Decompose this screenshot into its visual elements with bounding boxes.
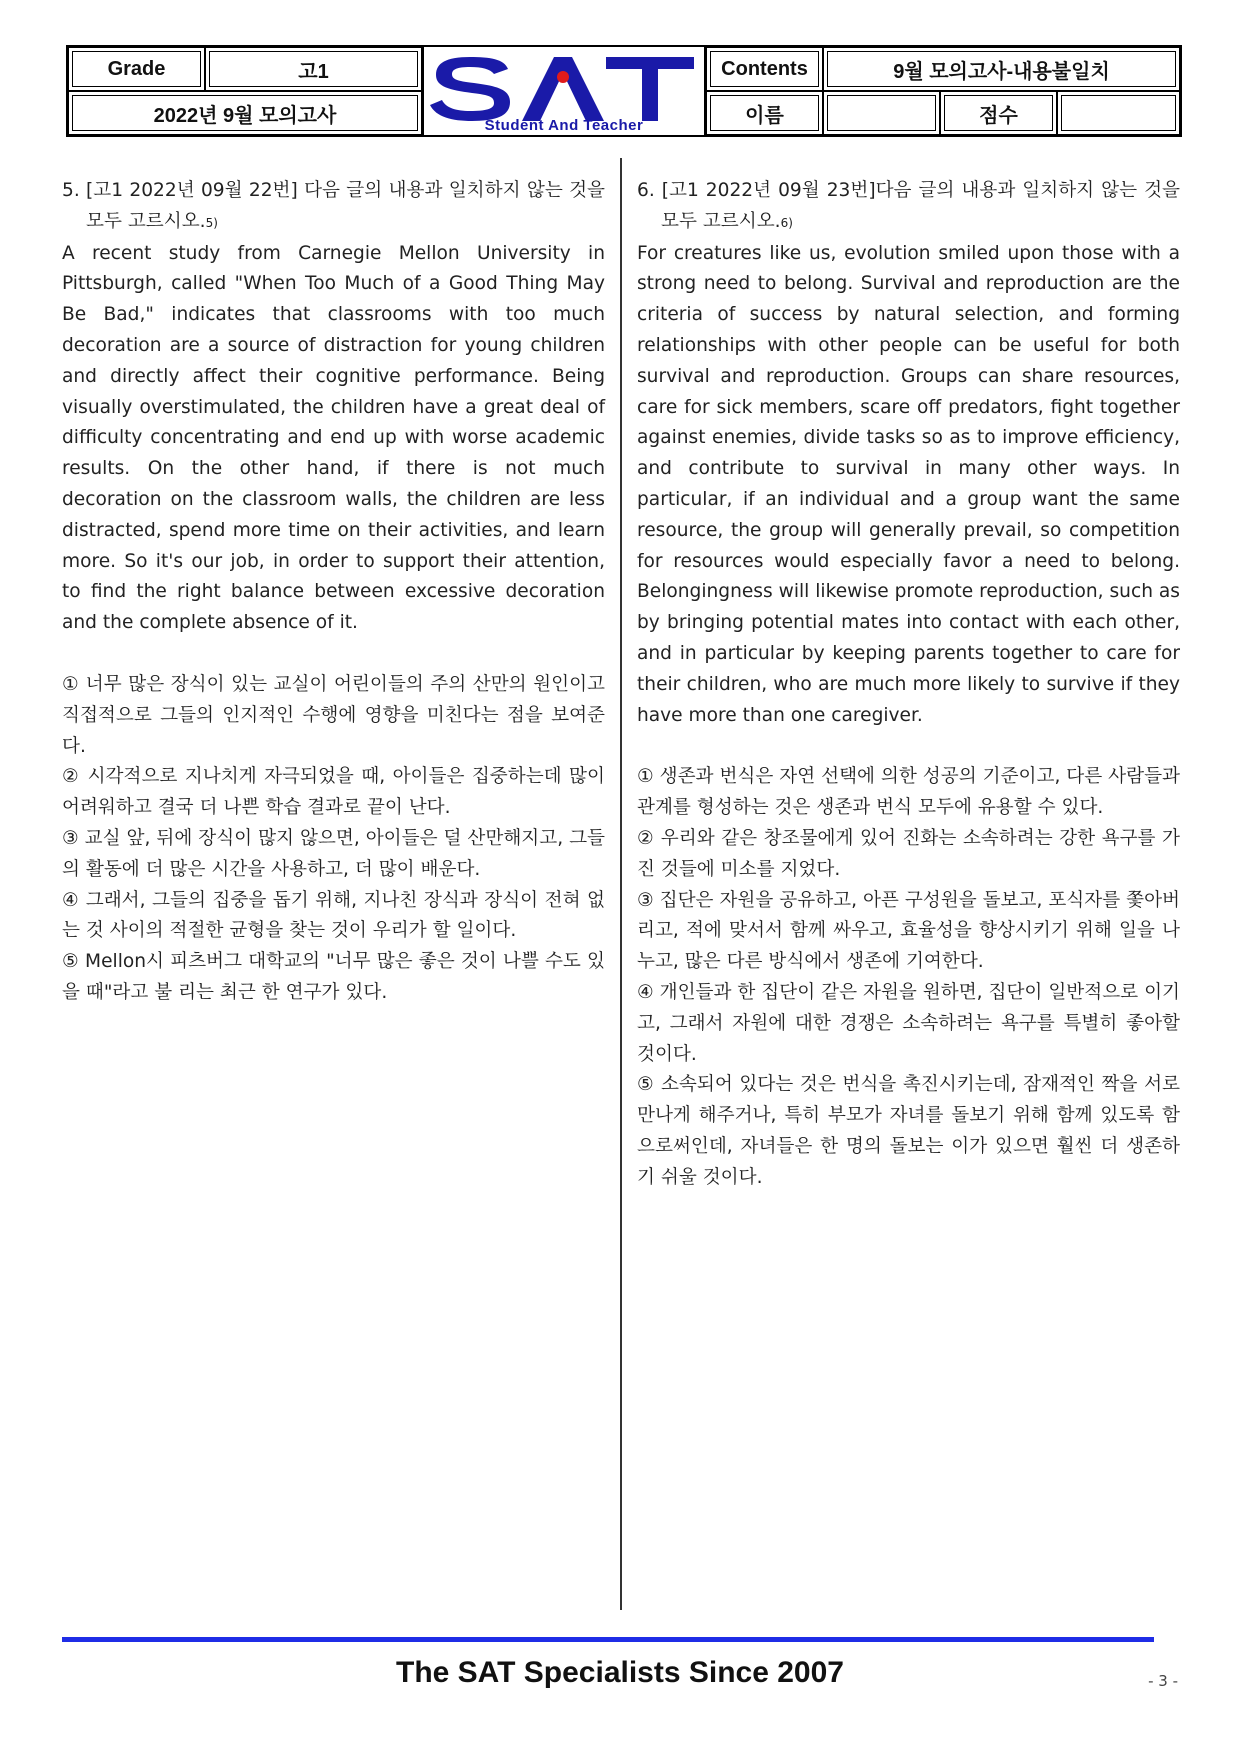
option-3[interactable]: ③ 집단은 자원을 공유하고, 아픈 구성원을 돌보고, 포식자를 쫓아버리고, 적에 맞서서 함께 싸우고, 효율성을 향상시키기 위해 일을 나누고, 많은 다른 방식에서 생존에 기여한다. (637, 889, 1180, 973)
option-5[interactable]: ⑤ Mellon시 피츠버그 대학교의 "너무 많은 좋은 것이 나쁠 수도 있을 때"라고 불 리는 최근 한 연구가 있다. (62, 951, 605, 1003)
name-field[interactable] (823, 91, 940, 135)
sat-logo (422, 47, 706, 135)
footnote-marker: 6) (780, 215, 793, 230)
question-5 (62, 176, 605, 1009)
footer-slogan: The SAT Specialists Since 2007 (396, 1656, 844, 1689)
option-2[interactable]: ② 우리와 같은 창조물에게 있어 진화는 소속하려는 강한 욕구를 가진 것들에 미소를 지었다. (637, 827, 1180, 880)
grade-value: 고1 (205, 47, 422, 91)
score-label: 점수 (940, 91, 1057, 135)
option-4[interactable]: ④ 그래서, 그들의 집중을 돕기 위해, 지나친 장식과 장식이 전혀 없는 것 사이의 적절한 균형을 찾는 것이 우리가 할 일이다. (62, 889, 605, 942)
exam-name: 2022년 9월 모의고사 (68, 91, 422, 135)
option-4[interactable]: ④ 개인들과 한 집단이 같은 자원을 원하면, 집단이 일반적으로 이기고, 그래서 자원에 대한 경쟁은 소속하려는 욕구를 특별히 좋아할 것이다. (637, 981, 1180, 1065)
passage-text: For creatures like us, evolution smiled upon those with a strong need to belong. Survival and reproduction are the criteria of success by natural selection, and forming relationships with other people can be useful for both survival and reproduction. Groups can share resources, care for sick members, scare off predators, fight together against enemies, divide tasks so as to improve efficiency, and contribute to survival in many other ways. In particular, if an individual and a group want the same resource, the group will generally prevail, so competition for resources would especially favor a need to belong. Belongingness will likewise promote reproduction, such as by bringing potential mates into contact with each other, and in particular by keeping parents together to care for their children, who are much more likely to survive if they have more than one caregiver. (637, 242, 1180, 726)
option-1[interactable]: ① 너무 많은 장식이 있는 교실이 어린이들의 주의 산만의 원인이고 직접적으로 그들의 인지적인 수행에 영향을 미친다는 점을 보여준다. (62, 673, 605, 757)
logo-tagline: Student And Teacher (484, 117, 644, 134)
question-heading (62, 176, 605, 239)
contents-value: 9월 모의고사-내용불일치 (823, 47, 1180, 91)
header-table (66, 45, 1182, 137)
question-heading-text: 5. [고1 2022년 09월 22번] 다음 글의 내용과 일치하지 않는 것을 모두 고르시오. (62, 180, 605, 232)
footnote-marker: 5) (205, 215, 218, 230)
contents-label: Contents (706, 47, 823, 91)
option-1[interactable]: ① 생존과 번식은 자연 선택에 의한 성공의 기준이고, 다른 사람들과 관계를 형성하는 것은 생존과 번식 모두에 유용할 수 있다. (637, 766, 1180, 819)
footer-rule (62, 1637, 1154, 1642)
question-heading (637, 176, 1180, 239)
column-divider (620, 158, 622, 1610)
grade-label: Grade (68, 47, 205, 91)
option-2[interactable]: ② 시각적으로 지나치게 자극되었을 때, 아이들은 집중하는데 많이 어려워하고 결국 더 나쁜 학습 결과로 끝이 난다. (62, 766, 605, 819)
question-heading-text: 6. [고1 2022년 09월 23번]다음 글의 내용과 일치하지 않는 것을 모두 고르시오. (637, 180, 1180, 232)
passage-text: A recent study from Carnegie Mellon University in Pittsburgh, called "When Too Much of a Good Thing May Be Bad," indicates that classrooms with too much decoration are a source of distraction for young children and directly affect their cognitive performance. Being visually overstimulated, the children have a great deal of difficulty concentrating and end up with worse academic results. On the other hand, if there is not much decoration on the classroom walls, the children are less distracted, spend more time on their activities, and learn more. So it's our job, in order to support their attention, to find the right balance between excessive decoration and the complete absence of it. (62, 242, 605, 634)
page-number: - 3 - (1148, 1672, 1178, 1690)
question-6 (637, 176, 1180, 1194)
name-label: 이름 (706, 91, 823, 135)
option-5[interactable]: ⑤ 소속되어 있다는 것은 번식을 촉진시키는데, 잠재적인 짝을 서로 만나게 해주거나, 특히 부모가 자녀를 돌보기 위해 함께 있도록 함으로써인데, 자녀들은 한 명의 돌보는 이가 있으면 훨씬 더 생존하기 쉬울 것이다. (637, 1074, 1180, 1188)
option-3[interactable]: ③ 교실 앞, 뒤에 장식이 많지 않으면, 아이들은 덜 산만해지고, 그들의 활동에 더 많은 시간을 사용하고, 더 많이 배운다. (62, 827, 605, 880)
score-field[interactable] (1057, 91, 1180, 135)
